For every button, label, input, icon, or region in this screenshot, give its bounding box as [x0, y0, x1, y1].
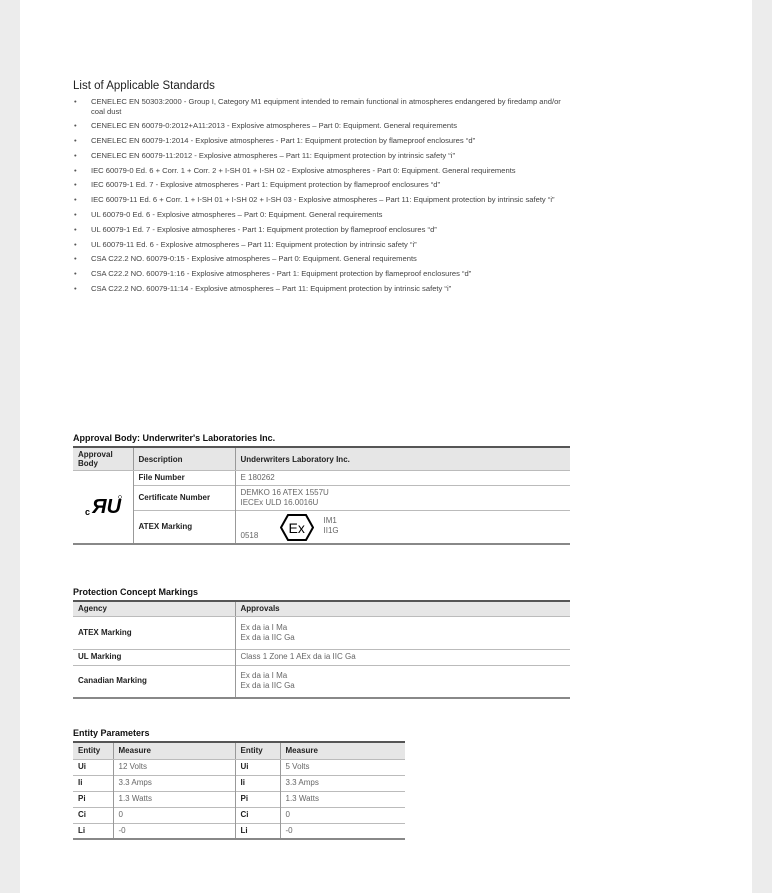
measure-cell: 3.3 Amps — [280, 775, 405, 791]
measure-cell: 12 Volts — [113, 759, 235, 775]
entity-cell: Pi — [73, 791, 113, 807]
certificate-value: DEMKO 16 ATEX 1557U — [240, 488, 329, 497]
col-header: Agency — [73, 601, 235, 616]
col-header: Approval Body — [73, 447, 133, 471]
list-item: • CENELEC EN 50303:2000 - Group I, Category M1 equipment intended to remain functional in atmospheres endangered by firedamp and/or coal dust — [73, 97, 573, 116]
ul-logo — [73, 471, 133, 544]
list-item: • IEC 60079-1 Ed. 7 - Explosive atmospheres - Part 1: Equipment protection by flameproof enclosures “d” — [73, 180, 573, 190]
approval-heading: Approval Body: Underwriter's Laboratories Inc. — [73, 433, 276, 443]
entity-section — [73, 728, 405, 840]
file-number-value: E 180262 — [235, 471, 570, 486]
agency: UL Marking — [73, 649, 235, 665]
entity-heading: Entity Parameters — [73, 728, 150, 738]
protection-section — [73, 587, 570, 699]
entity-cell: Li — [235, 823, 280, 839]
entity-cell: Ci — [73, 807, 113, 823]
approval-table — [73, 446, 570, 545]
list-item: • CSA C22.2 NO. 60079-1:16 - Explosive atmospheres - Part 1: Equipment protection by flameproof enclosures “d” — [73, 269, 573, 279]
svg-text:ЯU: ЯU — [91, 496, 121, 518]
measure-cell: 1.3 Watts — [280, 791, 405, 807]
standards-list — [73, 97, 573, 294]
approval-value: Class 1 Zone 1 AEx da ia IIC Ga — [235, 649, 570, 665]
col-header: Entity — [235, 742, 280, 759]
list-item: • UL 60079-0 Ed. 6 - Explosive atmospheres – Part 0: Equipment. General requirements — [73, 210, 573, 220]
table-row — [73, 807, 405, 823]
table-row — [73, 665, 570, 698]
col-header: Measure — [280, 742, 405, 759]
atex-marking-label: ATEX Marking — [133, 511, 235, 544]
protection-heading: Protection Concept Markings — [73, 587, 199, 597]
approval-value: Ex da ia I Ma — [240, 622, 288, 632]
ex-hexagon-icon — [280, 514, 314, 541]
measure-cell: -0 — [280, 823, 405, 839]
agency: Canadian Marking — [73, 665, 235, 698]
approval-value: Ex da ia IIC Ga — [240, 632, 295, 642]
approval-value: Ex da ia IIC Ga — [240, 681, 295, 691]
entity-cell: Ci — [235, 807, 280, 823]
col-header: Underwriters Laboratory Inc. — [235, 447, 570, 471]
table-row — [73, 791, 405, 807]
atex-number: 0518 — [240, 530, 259, 540]
document-page — [20, 0, 752, 893]
list-item: • CENELEC EN 60079-11:2012 - Explosive atmospheres – Part 11: Equipment protection by intrinsic safety “i” — [73, 151, 573, 161]
entity-cell: Ii — [73, 775, 113, 791]
agency: ATEX Marking — [73, 616, 235, 649]
measure-cell: -0 — [113, 823, 235, 839]
table-row — [73, 775, 405, 791]
measure-cell: 0 — [113, 807, 235, 823]
entity-table — [73, 741, 405, 840]
col-header: Measure — [113, 742, 235, 759]
approval-value: Ex da ia I Ma — [240, 671, 288, 681]
file-number-label: File Number — [133, 471, 235, 486]
table-row — [73, 759, 405, 775]
measure-cell: 5 Volts — [280, 759, 405, 775]
protection-table — [73, 600, 570, 699]
table-row — [73, 649, 570, 665]
entity-cell: Ii — [235, 775, 280, 791]
table-row — [73, 616, 570, 649]
list-item: • IEC 60079-0 Ed. 6 + Corr. 1 + Corr. 2 + I-SH 01 + I-SH 02 - Explosive atmospheres - Part 0: Equipment. General requirements — [73, 166, 573, 176]
page-title: List of Applicable Standards — [73, 80, 215, 92]
list-item: • CENELEC EN 60079-1:2014 - Explosive atmospheres - Part 1: Equipment protection by flameproof enclosures “d” — [73, 136, 573, 146]
measure-cell: 3.3 Amps — [113, 775, 235, 791]
certificate-number-label: Certificate Number — [133, 486, 235, 511]
certificate-value: IECEx ULD 16.0016U — [240, 498, 319, 507]
atex-value: II1G — [323, 526, 339, 535]
entity-cell: Pi — [235, 791, 280, 807]
svg-text:Ex: Ex — [288, 520, 305, 536]
list-item: • CENELEC EN 60079-0:2012+A11:2013 - Explosive atmospheres – Part 0: Equipment. General requirements — [73, 121, 573, 131]
svg-text:c: c — [84, 507, 90, 518]
list-item: • CSA C22.2 NO. 60079-11:14 - Explosive atmospheres – Part 11: Equipment protection by intrinsic safety “i” — [73, 284, 573, 294]
col-header: Entity — [73, 742, 113, 759]
measure-cell: 0 — [280, 807, 405, 823]
approval-section — [73, 433, 570, 545]
list-item: • UL 60079-1 Ed. 7 - Explosive atmospheres - Part 1: Equipment protection by flameproof enclosures “d” — [73, 225, 573, 235]
list-item: • IEC 60079-11 Ed. 6 + Corr. 1 + I-SH 01 + I-SH 02 + I-SH 03 - Explosive atmospheres – Part 11: Equipment protection by intrinsic safety “i” — [73, 195, 573, 205]
atex-value: IM1 — [323, 516, 337, 525]
scrollbar-track[interactable] — [752, 0, 772, 893]
entity-cell: Ui — [73, 759, 113, 775]
entity-cell: Ui — [235, 759, 280, 775]
col-header: Approvals — [235, 601, 570, 616]
entity-cell: Li — [73, 823, 113, 839]
list-item: • CSA C22.2 NO. 60079-0:15 - Explosive atmospheres – Part 0: Equipment. General requirements — [73, 254, 573, 264]
list-item: • UL 60079-11 Ed. 6 - Explosive atmospheres – Part 11: Equipment protection by intrinsic safety “i” — [73, 240, 573, 250]
col-header: Description — [133, 447, 235, 471]
table-row — [73, 823, 405, 839]
measure-cell: 1.3 Watts — [113, 791, 235, 807]
